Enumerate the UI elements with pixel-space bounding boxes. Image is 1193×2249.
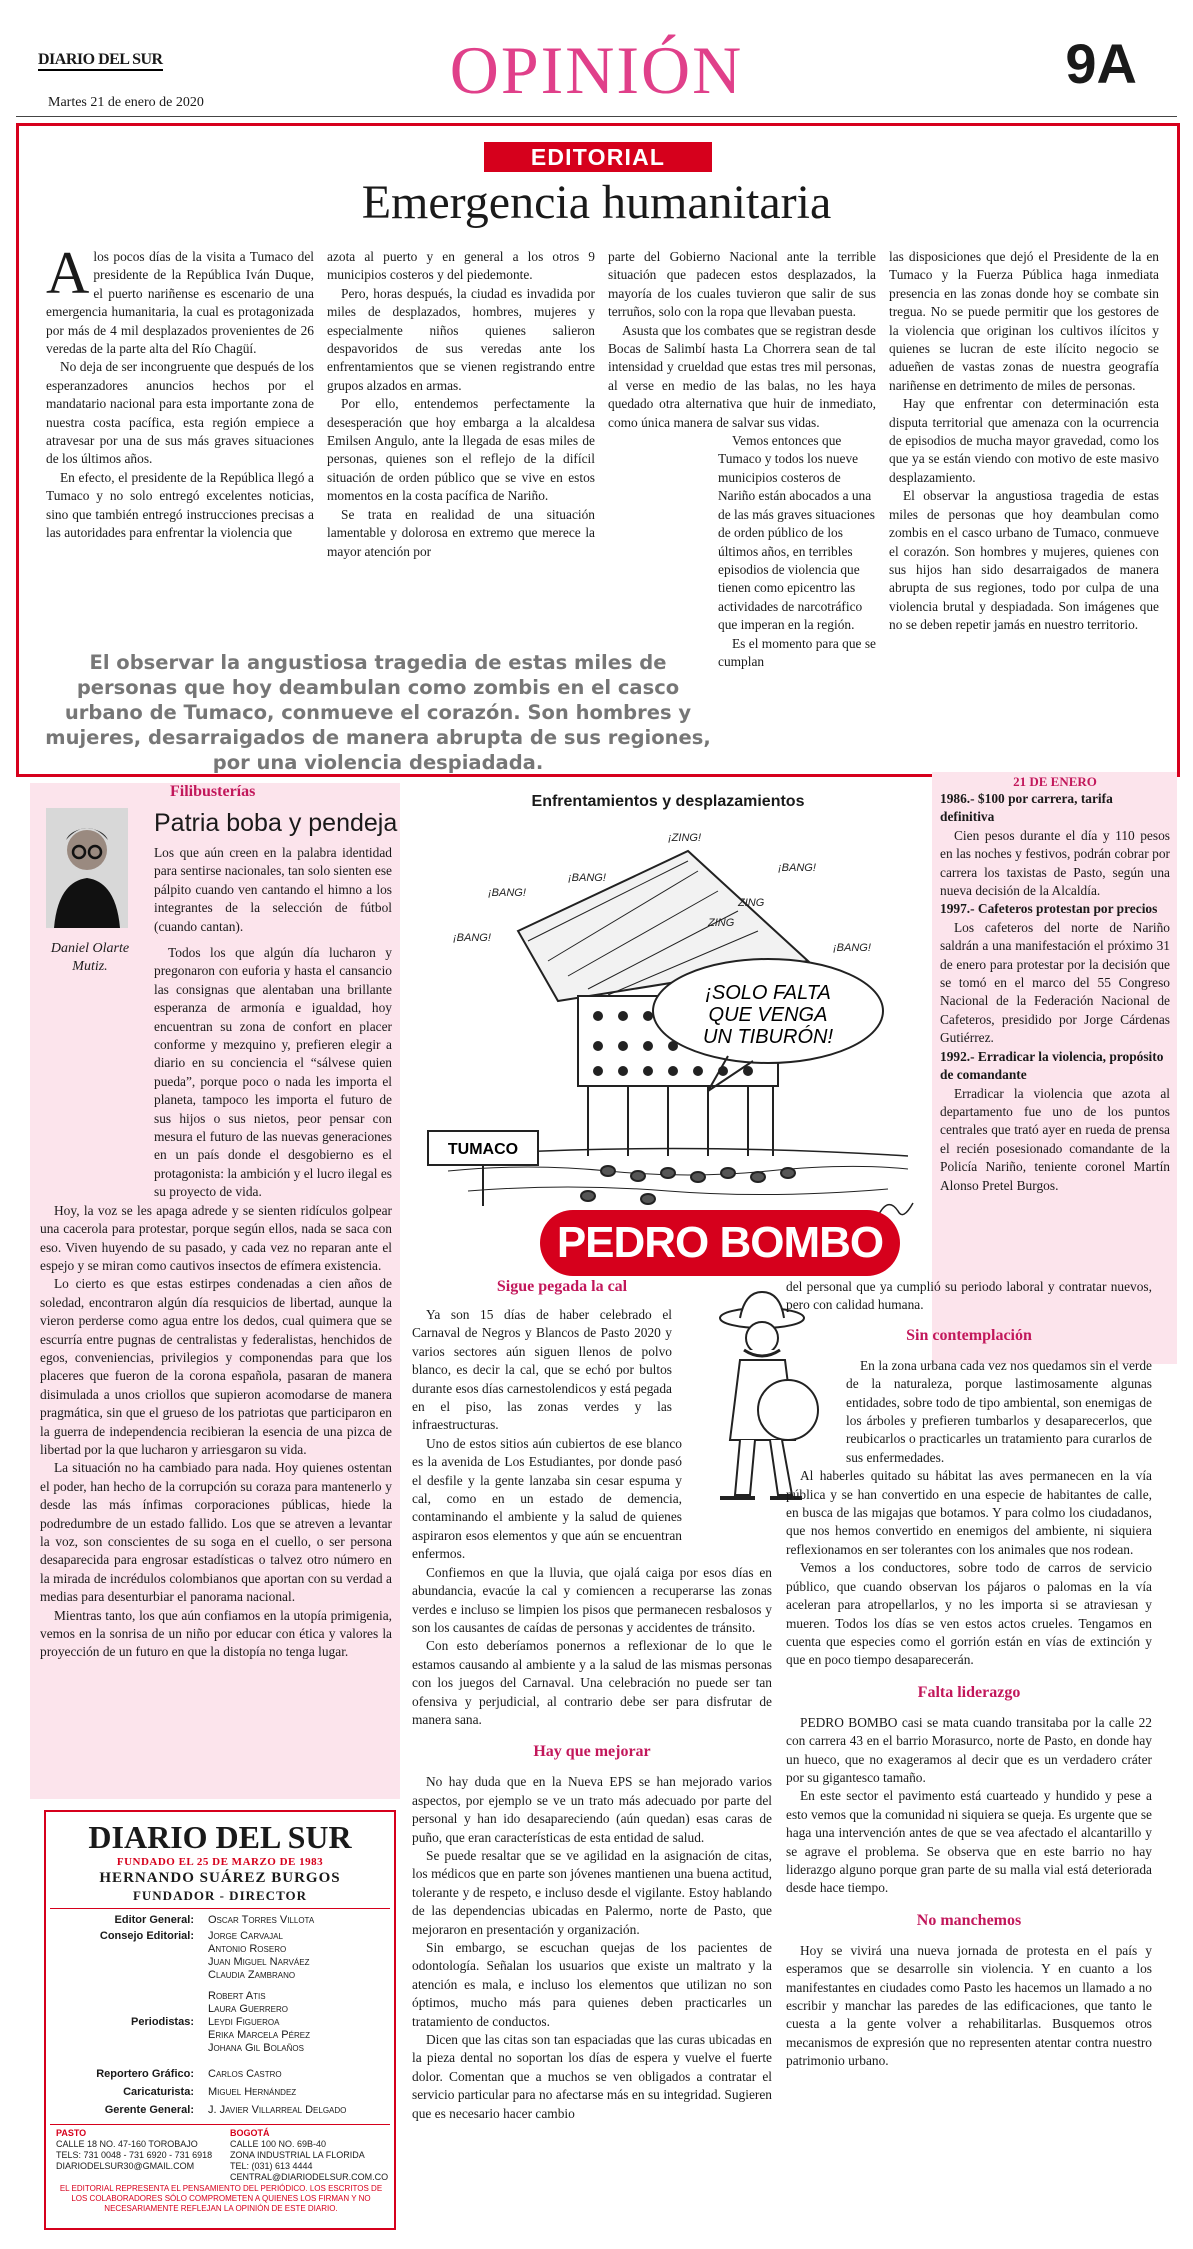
issue-date: Martes 21 de enero de 2020 (48, 95, 204, 110)
editorial-paragraph: azota al puerto y en general a los otros 9 municipios costeros y del piedemonte. (327, 249, 595, 283)
editorial-paragraph: parte del Gobierno Nacional ante la terrible situación que padecen estos desplazados, la mayoría de los cuales tuvieron que salir de sus terruños, solo con la ropa que llevaban puesta. (608, 249, 876, 320)
pb-paragraph: Vemos a los conductores, sobre todo de carros de servicio público, que cuando observan los pájaros o palomas en la vía aceleran para atropellarlos, y no les importa si se atraviesan y mueren. Todos los días se ven estos actos crueles. Tengamos en cuenta que especies como el gorrión están en vías de extinción y que en poco tiempo desaparecerán. (786, 1560, 1152, 1668)
editorial-column-2 (327, 248, 595, 561)
staff-row (54, 1914, 394, 1927)
staff-role: Editor General: (114, 1914, 194, 1926)
staff-role: Caricaturista: (123, 2086, 194, 2098)
column-intro (154, 844, 392, 936)
pb-paragraph: Al haberles quitado su hábitat las aves permanecen en la vía pública y se han convertido en una especie de habitantes de calle, en busca de las migajas que botamos. Y para colmo los ciudadanos, que nos hemos convertido en enemigos del ambiente, ni siquiera reflexionamos en ser tolerantes con los animales que nos rodean. (786, 1468, 1152, 1557)
masthead-rule (50, 2124, 390, 2125)
editorial-paragraph: Por ello, entendemos perfectamente la desesperación que hoy embarga a la alcaldesa Emilsen Angulo, ante la llegada de esas miles de personas, quienes son el reflejo de la difícil situación de orden público que se vive en estos momentos en la costa pacífica de Nariño. (327, 396, 595, 504)
pb-paragraph: Con esto deberíamos ponernos a reflexionar de lo que le estamos causando al ambiente y a la salud de las mismas personas con los juegos del Carnaval. Una celebración no puede ser tan ofensiva y perjudicial, al contrario debe ser para disfrutar de manera sana. (412, 1638, 772, 1727)
staff-names: Miguel Hernández (208, 2086, 297, 2098)
editorial-paragraph: En efecto, el presidente de la República llegó a Tumaco y no solo entregó excelentes noticias, sino que también entregó instrucciones precisas a las autoridades para enfrentar la violencia que (46, 469, 314, 541)
pb-paragraph: del personal que ya cumplió su periodo laboral y contratar nuevos, pero con calidad humana. (786, 1279, 1152, 1313)
pb-paragraph: Dicen que las citas son tan espaciadas que las curas ubicadas en la pieza dental no soportan los días de espera y vuelve el fuerte dolor. Comentan que a muchos se ven obligados a contratar el servicio particular para no afectarse más en su integridad. Sugieren que es necesario hacer cambio (412, 2032, 772, 2121)
section-title: OPINIÓN (449, 32, 744, 108)
staff-names: J. Javier Villarreal Delgado (208, 2104, 347, 2116)
editorial-column-4 (889, 248, 1159, 635)
editorial-paragraph: los pocos días de la visita a Tumaco del presidente de la República Iván Duque, el puerto nariñense es escenario de una emergencia humanitaria, la cual es protagonizada por más de 4 mil desplazados provenientes de 26 veredas de la parte alta del Río Chagüí. (46, 249, 314, 357)
cartoon-title: Enfrentamientos y desplazamientos (531, 793, 805, 810)
founder-name: HERNANDO SUÁREZ BURGOS (99, 1870, 341, 1886)
history-heading: 1986.- $100 por carrera, tarifa definitiva (940, 791, 1113, 825)
pb-paragraph: En este sector el pavimento está cuarteado y hundido y pese a esto vemos que la comunidad ni siquiera se queja. Es urgente que se haga una intervención antes de que se vea afectado el alcantarillo y se agrave el problema. Se observa que en este barrio no hay liderazgo alguno porque gran parte de su malla vial está deteriorada desde hace tiempo. (786, 1788, 1152, 1896)
editorial-pullquote: El observar la angustiosa tragedia de estas miles de personas que hoy deambulan como zombis en el casco urbano de Tumaco, conmueve el corazón. Son hombres y mujeres, desarraigados de manera abrupta de sus regiones, por una violencia despiadada. (45, 651, 711, 774)
editorial-column-1 (46, 240, 314, 543)
column-paragraph: Todos los que algún día lucharon y pregonaron con euforia y hasta el cansancio las consignas que alentaban una brillante esperanza de armonía e igualdad, hoy encuentran su zona de confort en placer conforme y mezquino y, prefieren elegir a diario en su conciencia el “sálvese quien pueda”, porque poco o nada les importa el planeta, tampoco les importa el futuro de sus hijos o sus nietos, peor pensar con mesura el futuro de las nuevas generaciones en un país donde el desgobierno es el protagonista: la ambición y el lucro ilegal es su proyecto de vida. (154, 945, 392, 1200)
column-paragraph: Mientras tanto, los que aún confiamos en la utopía primigenia, vemos en la sonrisa de un niño por educar con ética y valores la proyección de un futuro en que la distopía no tenga lugar. (40, 1607, 392, 1660)
cartoon-sound: ¡BANG! (488, 887, 526, 899)
staff-names: Robert Atis Laura Guerrero Leydi Figueroa Erika Marcela Pérez Johana Gil Bolaños (208, 1990, 310, 2054)
pedro-bombo-column-1 (412, 1278, 772, 2123)
pb-section-title: Hay que mejorar (533, 1743, 651, 1761)
cartoon-drawing (408, 811, 928, 1231)
column-title: Patria boba y pendeja (154, 809, 398, 837)
cartoon-sign: TUMACO (447, 1141, 519, 1158)
founder-role: FUNDADOR - DIRECTOR (132, 1888, 308, 1903)
history-column (940, 774, 1170, 1195)
editorial-paragraph: las disposiciones que dejó el Presidente de la en Tumaco y la Fuerza Pública haga inmediata presencia en las zonas donde hoy se combate sin tregua. No se puede permitir que los gestores de la violencia que originan los cultivos ilícitos y quienes se lucran de este ilícito negocio se adueñen de vastas zonas de nuestra geografía nariñense en detrimento de miles de personas. (889, 249, 1159, 393)
history-paragraph: Cien pesos durante el día y 110 pesos en las noches y festivos, podrán cobrar por carrera los taxistas de Pasto, según una nueva decisión de la Alcaldía. (940, 827, 1170, 899)
cartoon-sound: ¡ZING! (668, 832, 701, 844)
column-paragraph: La situación no ha cambiado para nada. Hoy quienes ostentan el poder, han hecho de la corrupción su coraza para mantenerlo y desde las más ínfimas corporaciones públicas, hiede la podredumbre de un estado fallido. Los que se atreven a levantar la voz, son conscientes de su soga en el cuello, o ser persona desaparecida para engrosar estadísticas o talvez otro número en la mirada de incrédulos colombianos que aportan con su verdad a medias para desenturbiar el panorama nacional. (40, 1460, 392, 1605)
office-city: PASTO (56, 2128, 87, 2138)
pb-section-title: No manchemos (916, 1911, 1022, 1929)
staff-row (54, 2068, 394, 2081)
history-paragraph: Los cafeteros del norte de Nariño saldrán a una manifestación el próximo 31 de enero para protestar por la decisión que se tomó en el marco del 55 Congreso Nacional de la Federación Nacional de Cafeteros, presidido por Jorge Cárdenas Gutiérrez. (940, 919, 1170, 1046)
dropcap: A (46, 240, 90, 306)
office-info: CALLE 18 NO. 47-160 TOROBAJO TELS: 731 0048 - 731 6920 - 731 6918 DIARIODELSUR30@GMAIL.COM (56, 2139, 213, 2171)
cartoon-speech: ¡SOLO FALTA QUE VENGA UN TIBURÓN! (703, 982, 833, 1048)
staff-names: Carlos Castro (208, 2068, 282, 2080)
founded-line: FUNDADO EL 25 DE MARZO DE 1983 (116, 1856, 324, 1868)
cartoon-sound: ¡BANG! (833, 942, 871, 954)
pb-paragraph: En la zona urbana cada vez nos quedamos sin el verde de la naturaleza, porque lastimosamente algunas entidades, sobre todo de tipo ambiental, son enemigas de los árboles y prefieren tumbarlos y desaparecerlos, que reubicarlos o practicarles un tratamiento para curarlos de sus enfermedades. (846, 1357, 1152, 1465)
pb-section-title: Sin contemplación (906, 1326, 1032, 1344)
pb-paragraph: Sin embargo, se escuchan quejas de los pacientes de odontología. Señalan los usuarios que existe un maltrato y la atención es mala, e incluso los elementos que utilizan no son óptimos, mucho más para quienes deben practicarles un tratamiento de conductos. (412, 1940, 772, 2029)
editorial-title: Emergencia humanitaria (361, 176, 832, 229)
history-heading: 1992.- Erradicar la violencia, propósito de comandante (940, 1048, 1164, 1083)
history-paragraph: Erradicar la violencia que azota al departamento fue uno de los puntos centrales que trató ayer en rueda de prensa el recién posesionado comandante de la Policía Nariño, teniente coronel Martín Alonso Pretel Burgos. (940, 1085, 1170, 1193)
pb-paragraph: Confiemos en que la lluvia, que ojalá caiga por esos días en abundancia, evacúe la cal y comiencen a recuperarse las zonas verdes e incluso se limpien los pisos que permanecen resbalosos y son los causantes de caídas de personas y accidentes de tránsito. (412, 1564, 772, 1635)
office-city: BOGOTÁ (230, 2128, 270, 2138)
editorial-column-3 (608, 248, 876, 671)
masthead-logo: DIARIO DEL SUR (88, 1819, 352, 1855)
header-rule (16, 116, 1177, 117)
editorial-paragraph: Es el momento para que se cumplan (718, 635, 876, 669)
editorial-label: EDITORIAL (484, 142, 712, 172)
history-heading: 1997.- Cafeteros protestan por precios (940, 901, 1158, 917)
pedro-bombo-column-2 (786, 1278, 1152, 2071)
pb-section-title: Sigue pegada la cal (496, 1278, 628, 1295)
staff-names: Oscar Torres Villota (208, 1914, 315, 1926)
office-info: CALLE 100 NO. 69B-40 ZONA INDUSTRIAL LA FLORIDA TEL: (031) 613 4444 CENTRAL@DIARIODELSUR.COM.CO (230, 2139, 389, 2182)
column-paragraph: Hoy, la voz se les apaga adrede y se sienten ridículos golpear una cacerola para protestar, porque según ellos, nada se saca con eso. Viven huyendo de su pasado, y cada vez no reparan ante el espejo y se miran como cautivos insectos de efímera existencia. (40, 1202, 392, 1273)
staff-row (54, 1990, 394, 2055)
staff-names: Jorge Carvajal Antonio Rosero Juan Miguel Narváez Claudia Zambrano (208, 1930, 310, 1981)
cartoon-sound: ZING (708, 917, 735, 929)
cartoon-sound: ¡BANG! (778, 862, 816, 874)
masthead-rule (50, 1908, 390, 1909)
staff-role: Gerente General: (104, 2104, 194, 2116)
pb-paragraph: Se puede resaltar que se ve agilidad en la asignación de citas, los médicos que en parte son jóvenes mantienen una buena actitud, tolerante y de respeto, e incluso desde el vigilante. Estoy hablando de las dependencias ubicadas en Palermo, norte de Pasto, que mejoraron en presentación y organización. (412, 1847, 772, 1937)
editorial-paragraph: El observar la angustiosa tragedia de estas miles de personas que hoy deambulan como zombis en el casco urbano de Tumaco, conmueve el corazón. Son hombres y mujeres, quienes con sus hijos han sido desarraigados de manera abrupta de sus regiones, todo por culpa de una violencia brutal y despiadada. Son imágenes que no se deben repetir jamás en nuestro territorio. (889, 488, 1159, 633)
cartoon-sound: ZING (738, 897, 765, 909)
editorial-paragraph: Se trata en realidad de una situación lamentable y dolorosa en extremo que merece la mayor atención por (327, 506, 595, 559)
pedro-bombo-logo: PEDRO BOMBO (540, 1210, 900, 1276)
column-paragraph: Lo cierto es que estas estirpes condenadas a cien años de soledad, encontraron algún día resquicios de libertad, aunque la vieron perderse como agua entre los dedos, cual quimera que se escurría entre pugnas de centralistas y federalistas, henchidos de egos, conveniencias, privilegios y componendas para que los placeres que fueron de la corona española, pasaran de manera disimulada a unos criollos que supieron acomodarse de manera pragmática, sin que el grueso de los patriotas que participaron en la guerra de independencia recibieran la esencia de una pizca de libertad por la que lucharon y arriesgaron su vida. (40, 1276, 392, 1457)
cartoon-sound: ¡BANG! (453, 932, 491, 944)
column-kicker: Filibusterías (170, 783, 256, 800)
editorial-paragraph: Pero, horas después, la ciudad es invadida por miles de desplazados, hombres, mujeres y especialmente niños quienes salieron despavoridos de sus veredas ante los enfrentamientos que se vienen registrando entre grupos alzados en armas. (327, 285, 595, 393)
editorial-paragraph: Hay que enfrentar con determinación esta disputa territorial que amenaza con la ocurrencia de episodios de mucha mayor gravedad, como los que ya se están viendo con motivo de este masivo desplazamiento. (889, 396, 1159, 485)
staff-row (54, 1930, 394, 1982)
staff-row (54, 2104, 394, 2117)
disclaimer: EL EDITORIAL REPRESENTA EL PENSAMIENTO DEL PERIÓDICO. LOS ESCRITOS DE LOS COLABORADORES SÓLO COMPROMETEN A QUIENES LOS FIRMAN Y NO NECESARIAMENTE REFLEJAN LA OPINIÓN DE ESTE DIARIO. (59, 2184, 383, 2213)
editorial-paragraph: Vemos entonces que Tumaco y todos los nueve municipios costeros de Nariño están abocados a una de las más graves situaciones de orden público de los últimos años, en terribles episodios de violencia que tienen como epicentro las actividades de narcotráfico que imperan en la región. (718, 433, 875, 633)
editorial-paragraph: No deja de ser incongruente que después de los esperanzadores anuncios hechos por el mandatario nacional para esta importante zona de nuestra costa pacífica, esta región empiece a atravesar por una de sus más graves situaciones de los últimos años. (46, 359, 314, 467)
column-paragraph: Los que aún creen en la palabra identidad para sentirse nacionales, tan solo sienten ese pálpito cuando ven cantando el himno a los integrantes de la selección de fútbol (cuando cantan). (154, 845, 392, 934)
editorial-cartoon (408, 783, 928, 1243)
author-photo (46, 808, 128, 928)
pb-paragraph: Ya son 15 días de haber celebrado el Carnaval de Negros y Blancos de Pasto 2020 y varios sectores aún siguen llenos de polvo blanco, es decir la cal, que se echó por bultos durante esos días carnestolendicos y está pegada en el piso, las zonas verdes y las infraestructuras. (412, 1307, 672, 1433)
office-bogota (230, 2128, 390, 2183)
pb-paragraph: PEDRO BOMBO casi se mata cuando transitaba por la calle 22 con carrera 43 en el barrio Morasurco, norte de Pasto, en donde hay un hueco, que no exageramos al decir que es un verdadero cráter por su gigantesco tamaño. (786, 1714, 1152, 1785)
page-number: 9A (1065, 32, 1137, 95)
pb-section-title: Falta liderazgo (917, 1683, 1021, 1701)
staff-role: Consejo Editorial: (99, 1930, 194, 1942)
staff-role: Periodistas: (131, 2016, 194, 2028)
history-header: 21 DE ENERO (1013, 774, 1097, 789)
cartoon-sound: ¡BANG! (568, 872, 606, 884)
pb-paragraph: No hay duda que en la Nueva EPS se han mejorado varios aspectos, por ejemplo se ve un trato más adecuado por parte del personal y han ido desapareciendo (aún quedan) esas caras de puño, que eran características de esta entidad de salud. (412, 1774, 772, 1845)
column-body (40, 944, 392, 1662)
newspaper-logo: DIARIO DEL SUR (38, 52, 163, 71)
pb-paragraph: Uno de estos sitios aún cubiertos de ese blanco es la avenida de Los Estudiantes, por donde pasó el desfile y la gente lanzaba sin cesar espuma y cal, como en un estado de demencia, contaminando el ambiente y la salud de quienes aspiraron esos elementos y que aún se encuentran enfermos. (412, 1435, 682, 1562)
pb-paragraph: Hoy se vivirá una nueva jornada de protesta en el país y esperamos que se desarrolle sin violencia. Y en cuanto a los manifestantes en ciudades como Pasto les hacemos un llamado a no escribir y manchar las paredes de las edificaciones, que tanto le cuesta a la gente volver a rehabilitarlas. Busquemos otros mecanismos de expresión que no representen atentar contra nuestro patrimonio urbano. (786, 1942, 1152, 2069)
office-pasto (56, 2128, 216, 2172)
editorial-paragraph: Asusta que los combates que se registran desde Bocas de Salimbí hasta La Chorrera sean de tal intensidad y crueldad que estas tres mil personas, al verse en medio de las balas, no les haya quedado otra alternativa que huir de inmediato, como única manera de salvar sus vidas. (608, 322, 876, 430)
column-author: Daniel Olarte Mutiz. (50, 941, 130, 974)
staff-role: Reportero Gráfico: (96, 2068, 194, 2080)
staff-row (54, 2086, 394, 2099)
